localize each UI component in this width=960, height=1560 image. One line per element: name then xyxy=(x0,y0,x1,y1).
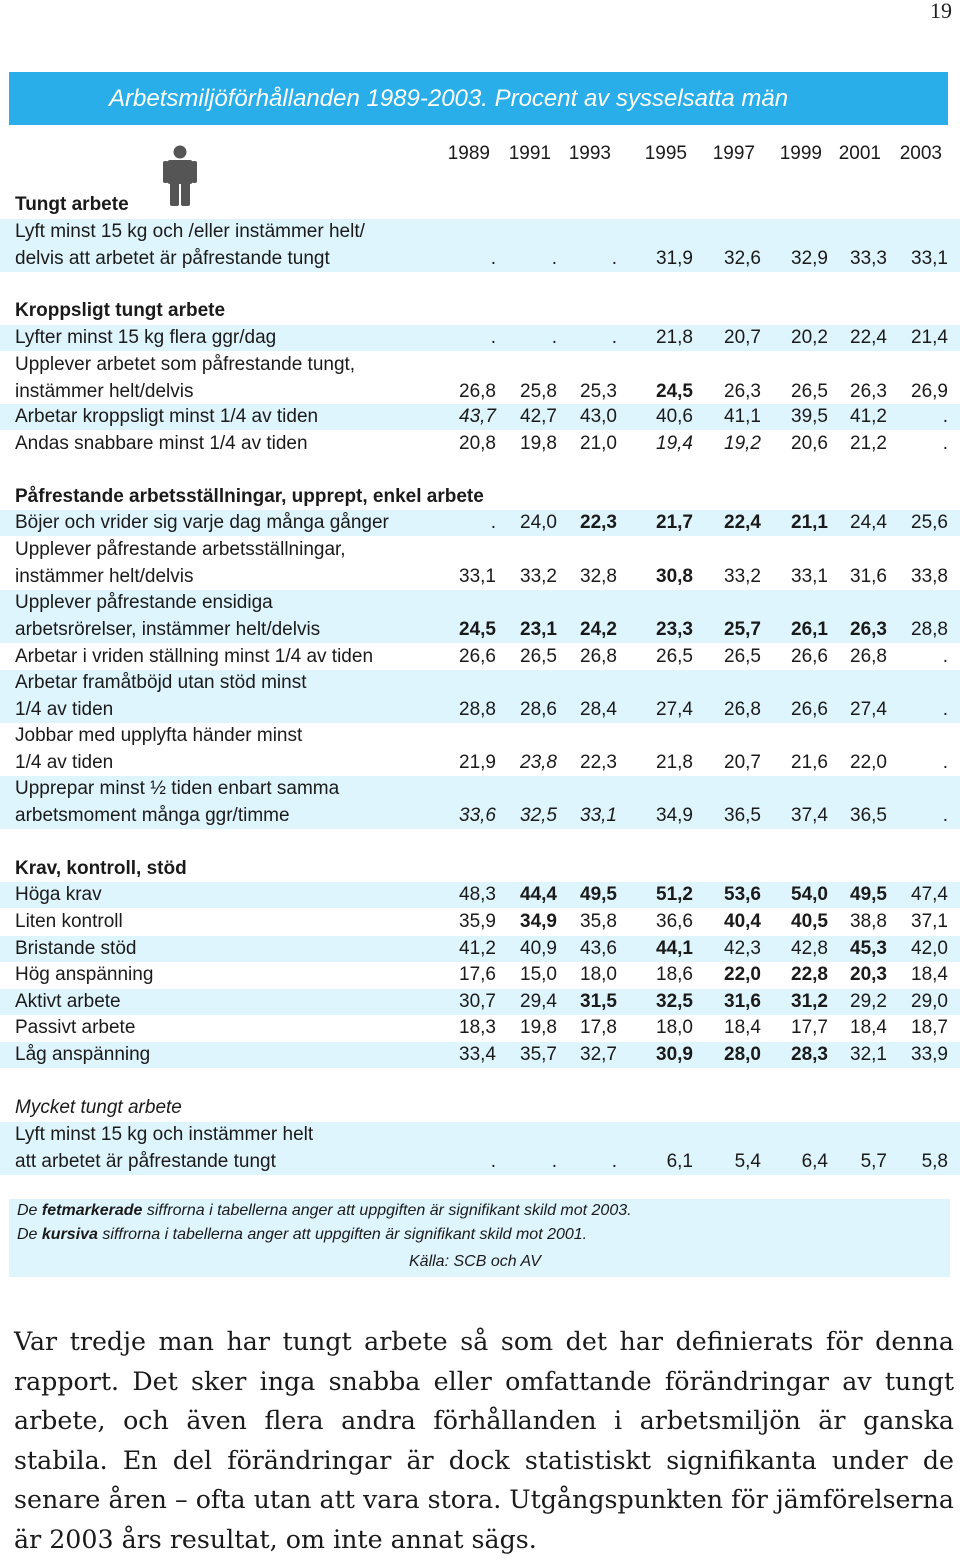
table-cell: 33,9 xyxy=(911,1044,948,1065)
row-label: Låg anspänning xyxy=(15,1044,151,1065)
row-label: Böjer och vrider sig varje dag många gånger xyxy=(15,512,389,533)
table-row-hoga-krav xyxy=(0,882,960,908)
table-cell: . xyxy=(942,433,948,454)
table-cell: 26,3 xyxy=(724,381,761,402)
table-cell: . xyxy=(490,248,496,269)
table-row-lyft-instammer xyxy=(0,1122,960,1175)
table-cell: 26,6 xyxy=(791,646,828,667)
table-cell: 36,6 xyxy=(656,911,693,932)
table-cell: 23,8 xyxy=(520,752,557,773)
table-cell: 30,9 xyxy=(656,1044,693,1065)
section-heading: Kroppsligt tungt arbete xyxy=(15,300,226,321)
table-cell: 19,2 xyxy=(724,433,761,454)
table-cell: 22,0 xyxy=(850,752,887,773)
note-italic: De kursiva siffrorna i tabellerna anger att uppgiften är signifikant skild mot 2001. xyxy=(17,1226,588,1243)
table-cell: 18,7 xyxy=(911,1017,948,1038)
table-row-upprepar-moment xyxy=(0,776,960,829)
section-heading: Påfrestande arbetsställningar, upprept, enkel arbete xyxy=(15,486,484,507)
table-cell: . xyxy=(611,327,617,348)
table-cell: 48,3 xyxy=(459,884,496,905)
table-cell: 32,1 xyxy=(850,1044,887,1065)
year-header-1997: 1997 xyxy=(712,143,755,164)
note-bold: De fetmarkerade siffrorna i tabellerna anger att uppgiften är signifikant skild mot 2003. xyxy=(17,1202,632,1219)
table-cell: 21,2 xyxy=(850,433,887,454)
row-label: Jobbar med upplyfta händer minst xyxy=(15,725,303,746)
table-cell: 31,6 xyxy=(850,566,887,587)
table-cell: 25,3 xyxy=(580,381,617,402)
table-cell: 22,4 xyxy=(724,512,761,533)
table-cell: 18,0 xyxy=(656,1017,693,1038)
table-cell: 5,7 xyxy=(860,1151,887,1172)
table-cell: 26,3 xyxy=(850,381,887,402)
table-row-lyft-15kg xyxy=(0,219,960,272)
table-cell: 25,7 xyxy=(724,619,761,640)
table-cell: 41,2 xyxy=(459,938,496,959)
year-header-1995: 1995 xyxy=(644,143,687,164)
table-cell: 20,3 xyxy=(850,964,887,985)
table-cell: 26,8 xyxy=(580,646,617,667)
table-row-andas-snabbare xyxy=(0,431,960,457)
table-cell: 22,4 xyxy=(850,327,887,348)
table-cell: 26,1 xyxy=(791,619,828,640)
table-cell: 17,8 xyxy=(580,1017,617,1038)
row-label: instämmer helt/delvis xyxy=(15,566,194,587)
table-row-pafrestande-head xyxy=(0,484,960,510)
table-cell: 42,8 xyxy=(791,938,828,959)
table-cell: . xyxy=(942,406,948,427)
table-cell: 31,2 xyxy=(791,991,828,1012)
table-cell: 28,3 xyxy=(791,1044,828,1065)
table-cell: 33,2 xyxy=(724,566,761,587)
row-label: arbetsmoment många ggr/timme xyxy=(15,805,290,826)
year-header-1993: 1993 xyxy=(568,143,611,164)
row-label: Andas snabbare minst 1/4 av tiden xyxy=(15,433,308,454)
table-cell: 5,4 xyxy=(734,1151,761,1172)
table-cell: 29,4 xyxy=(520,991,557,1012)
row-label: Lyfter minst 15 kg flera ggr/dag xyxy=(15,327,277,348)
table-cell: 35,8 xyxy=(580,911,617,932)
table-cell: 28,4 xyxy=(580,699,617,720)
table-cell: 28,0 xyxy=(724,1044,761,1065)
row-label: Upplever påfrestande ensidiga xyxy=(15,592,273,613)
table-cell: 26,5 xyxy=(791,381,828,402)
table-cell: . xyxy=(551,248,557,269)
table-cell: . xyxy=(942,752,948,773)
table-cell: 26,5 xyxy=(656,646,693,667)
table-cell: 21,7 xyxy=(656,512,693,533)
table-cell: 23,3 xyxy=(656,619,693,640)
table-cell: 36,5 xyxy=(724,805,761,826)
table-cell: 26,6 xyxy=(791,699,828,720)
table-cell: 36,5 xyxy=(850,805,887,826)
table-cell: 26,8 xyxy=(724,699,761,720)
row-label: Arbetar kroppsligt minst 1/4 av tiden xyxy=(15,406,319,427)
table-cell: 32,7 xyxy=(580,1044,617,1065)
table-cell: 33,6 xyxy=(459,805,496,826)
table-cell: 17,6 xyxy=(459,964,496,985)
table-cell: 20,2 xyxy=(791,327,828,348)
table-cell: 33,1 xyxy=(911,248,948,269)
table-cell: 43,6 xyxy=(580,938,617,959)
table-cell: 18,4 xyxy=(911,964,948,985)
table-row-framatbojd xyxy=(0,670,960,723)
table-cell: 33,2 xyxy=(520,566,557,587)
row-label: delvis att arbetet är påfrestande tungt xyxy=(15,248,330,269)
table-cell: 24,5 xyxy=(459,619,496,640)
table-row-liten-kontroll xyxy=(0,909,960,935)
year-header-1989: 1989 xyxy=(447,143,490,164)
table-cell: . xyxy=(942,646,948,667)
table-cell: 21,1 xyxy=(791,512,828,533)
table-cell: 22,3 xyxy=(580,512,617,533)
row-label: 1/4 av tiden xyxy=(15,699,114,720)
table-row-vriden-stallning xyxy=(0,644,960,670)
table-row-lyfter-flera xyxy=(0,325,960,351)
table-row-upplyfta-hander xyxy=(0,723,960,776)
table-row-ensidiga-rorelser xyxy=(0,590,960,643)
table-cell: 29,2 xyxy=(850,991,887,1012)
table-cell: 22,0 xyxy=(724,964,761,985)
row-label: 1/4 av tiden xyxy=(15,752,114,773)
row-label: Lyft minst 15 kg och instämmer helt xyxy=(15,1124,314,1145)
table-cell: 41,1 xyxy=(724,406,761,427)
table-cell: 21,4 xyxy=(911,327,948,348)
table-cell: 18,0 xyxy=(580,964,617,985)
table-cell: 26,9 xyxy=(911,381,948,402)
table-cell: 31,6 xyxy=(724,991,761,1012)
table-row-tungt-arbete-head xyxy=(0,192,960,218)
table-cell: 6,4 xyxy=(801,1151,828,1172)
table-cell: 54,0 xyxy=(791,884,828,905)
table-cell: 5,8 xyxy=(921,1151,948,1172)
table-cell: 33,1 xyxy=(459,566,496,587)
table-cell: 25,8 xyxy=(520,381,557,402)
year-header-1991: 1991 xyxy=(508,143,551,164)
table-cell: 26,5 xyxy=(520,646,557,667)
table-cell: 35,7 xyxy=(520,1044,557,1065)
table-cell: 31,9 xyxy=(656,248,693,269)
table-cell: 17,7 xyxy=(791,1017,828,1038)
row-label: Hög anspänning xyxy=(15,964,154,985)
table-cell: 34,9 xyxy=(520,911,557,932)
row-label: Aktivt arbete xyxy=(15,991,121,1012)
table-cell: 28,8 xyxy=(911,619,948,640)
table-cell: . xyxy=(490,327,496,348)
table-cell: 49,5 xyxy=(850,884,887,905)
table-cell: 44,1 xyxy=(656,938,693,959)
source-note: Källa: SCB och AV xyxy=(409,1253,541,1270)
table-row-hog-anspanning xyxy=(0,962,960,988)
table-cell: . xyxy=(611,248,617,269)
year-header-2001: 2001 xyxy=(838,143,881,164)
table-cell: 32,9 xyxy=(791,248,828,269)
table-row-kroppsligt-kvarts xyxy=(0,404,960,430)
table-cell: 37,1 xyxy=(911,911,948,932)
table-cell: 21,0 xyxy=(580,433,617,454)
table-cell: 40,9 xyxy=(520,938,557,959)
table-cell: 41,2 xyxy=(850,406,887,427)
table-cell: 40,6 xyxy=(656,406,693,427)
table-cell: 33,4 xyxy=(459,1044,496,1065)
table-cell: 27,4 xyxy=(850,699,887,720)
table-cell: 19,8 xyxy=(520,433,557,454)
table-cell: 42,3 xyxy=(724,938,761,959)
table-cell: 39,5 xyxy=(791,406,828,427)
table-cell: 22,8 xyxy=(791,964,828,985)
table-cell: 37,4 xyxy=(791,805,828,826)
table-cell: 53,6 xyxy=(724,884,761,905)
table-cell: . xyxy=(942,699,948,720)
table-cell: 44,4 xyxy=(520,884,557,905)
table-notes xyxy=(9,1199,950,1277)
table-cell: 20,7 xyxy=(724,752,761,773)
section-heading: Tungt arbete xyxy=(15,194,129,215)
table-cell: 31,5 xyxy=(580,991,617,1012)
table-cell: 28,8 xyxy=(459,699,496,720)
table-row-mycket-tungt-head xyxy=(0,1095,960,1121)
table-row-passivt-arbete xyxy=(0,1015,960,1041)
table-cell: 24,0 xyxy=(520,512,557,533)
table-cell: 20,6 xyxy=(791,433,828,454)
row-label: arbetsrörelser, instämmer helt/delvis xyxy=(15,619,321,640)
table-cell: 21,9 xyxy=(459,752,496,773)
table-cell: 35,9 xyxy=(459,911,496,932)
table-cell: 40,5 xyxy=(791,911,828,932)
year-header-2003: 2003 xyxy=(899,143,942,164)
table-row-arbetsstallningar xyxy=(0,537,960,590)
table-cell: 18,6 xyxy=(656,964,693,985)
table-cell: 32,5 xyxy=(656,991,693,1012)
table-row-upplever-tungt xyxy=(0,352,960,405)
table-cell: 18,3 xyxy=(459,1017,496,1038)
table-cell: 47,4 xyxy=(911,884,948,905)
table-cell: 42,7 xyxy=(520,406,557,427)
table-cell: 33,3 xyxy=(850,248,887,269)
table-cell: . xyxy=(551,327,557,348)
table-cell: 43,7 xyxy=(459,406,496,427)
table-row-bristande-stod xyxy=(0,936,960,962)
table-title: Arbetsmiljöförhållanden 1989-2003. Procent av sysselsatta män xyxy=(109,85,789,112)
row-label: Upprepar minst ½ tiden enbart samma xyxy=(15,778,340,799)
section-heading: Mycket tungt arbete xyxy=(15,1097,182,1118)
row-label: Liten kontroll xyxy=(15,911,123,932)
table-cell: . xyxy=(942,805,948,826)
section-heading: Krav, kontroll, stöd xyxy=(15,858,187,879)
table-cell: . xyxy=(490,1151,496,1172)
table-cell: 30,8 xyxy=(656,566,693,587)
table-cell: . xyxy=(551,1151,557,1172)
table-cell: 33,1 xyxy=(791,566,828,587)
year-header-1999: 1999 xyxy=(779,143,822,164)
table-cell: 26,8 xyxy=(459,381,496,402)
table-cell: 29,0 xyxy=(911,991,948,1012)
table-cell: 26,8 xyxy=(850,646,887,667)
body-paragraph: Var tredje man har tungt arbete så som det har definierats för denna rapport. Det sker inga snabba eller omfattande förändringar av tungt arbete, och även flera andra förhållanden i arbetsmiljön är ganska stabila. En del förändringar är dock statistiskt signifikanta under de senare åren – ofta utan att vara stora. Utgångspunkten för jämförelserna är 2003 års resultat, om inte annat sägs. xyxy=(14,1327,954,1554)
table-cell: 24,5 xyxy=(656,381,693,402)
table-cell: 20,7 xyxy=(724,327,761,348)
table-cell: . xyxy=(611,1151,617,1172)
row-label: Arbetar framåtböjd utan stöd minst xyxy=(15,672,307,693)
table-cell: 26,3 xyxy=(850,619,887,640)
row-label: Upplever påfrestande arbetsställningar, xyxy=(15,539,346,560)
table-cell: 24,2 xyxy=(580,619,617,640)
table-cell: 21,8 xyxy=(656,752,693,773)
table-cell: 33,8 xyxy=(911,566,948,587)
row-label: instämmer helt/delvis xyxy=(15,381,194,402)
table-cell: 51,2 xyxy=(656,884,693,905)
table-cell: 27,4 xyxy=(656,699,693,720)
table-cell: 6,1 xyxy=(666,1151,693,1172)
title-banner xyxy=(9,72,948,125)
table-cell: 32,5 xyxy=(520,805,557,826)
row-label: Passivt arbete xyxy=(15,1017,136,1038)
table-cell: 40,4 xyxy=(724,911,761,932)
table-cell: 22,3 xyxy=(580,752,617,773)
table-row-kroppsligt-head xyxy=(0,298,960,324)
table-row-krav-head xyxy=(0,856,960,882)
table-row-lag-anspanning xyxy=(0,1042,960,1068)
row-label: Arbetar i vriden ställning minst 1/4 av tiden xyxy=(15,646,374,667)
table-cell: 30,7 xyxy=(459,991,496,1012)
page-number: 19 xyxy=(930,0,952,23)
row-label: Höga krav xyxy=(15,884,102,905)
row-label: Upplever arbetet som påfrestande tungt, xyxy=(15,354,356,375)
table-cell: 25,6 xyxy=(911,512,948,533)
table-cell: 26,5 xyxy=(724,646,761,667)
year-header-row xyxy=(0,142,960,166)
table-cell: 18,4 xyxy=(724,1017,761,1038)
table-cell: 23,1 xyxy=(520,619,557,640)
table-cell: 42,0 xyxy=(911,938,948,959)
table-cell: 43,0 xyxy=(580,406,617,427)
table-cell: 20,8 xyxy=(459,433,496,454)
table-cell: . xyxy=(490,512,496,533)
table-cell: 33,1 xyxy=(580,805,617,826)
table-cell: 32,6 xyxy=(724,248,761,269)
table-cell: 34,9 xyxy=(656,805,693,826)
row-label: att arbetet är påfrestande tungt xyxy=(15,1151,276,1172)
table-cell: 26,6 xyxy=(459,646,496,667)
table-cell: 19,8 xyxy=(520,1017,557,1038)
table-cell: 49,5 xyxy=(580,884,617,905)
table-cell: 45,3 xyxy=(850,938,887,959)
table-cell: 24,4 xyxy=(850,512,887,533)
table-cell: 21,6 xyxy=(791,752,828,773)
table-row-bojer-vrider xyxy=(0,510,960,536)
table-row-aktivt-arbete xyxy=(0,989,960,1015)
row-label: Bristande stöd xyxy=(15,938,137,959)
table-cell: 15,0 xyxy=(520,964,557,985)
table-cell: 38,8 xyxy=(850,911,887,932)
table-cell: 19,4 xyxy=(656,433,693,454)
table-cell: 21,8 xyxy=(656,327,693,348)
row-label: Lyft minst 15 kg och /eller instämmer helt/ xyxy=(15,221,365,242)
table-cell: 32,8 xyxy=(580,566,617,587)
table-cell: 28,6 xyxy=(520,699,557,720)
table-cell: 18,4 xyxy=(850,1017,887,1038)
